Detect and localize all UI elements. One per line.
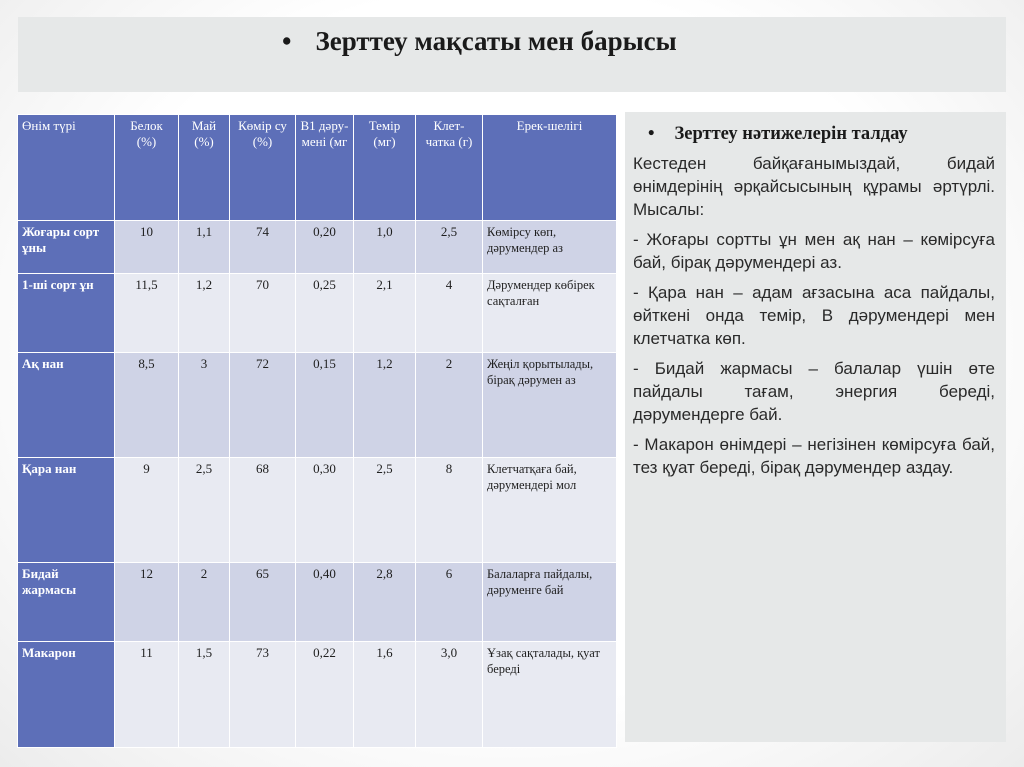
panel-paragraph: - Макарон өнімдері – негізінен көмірсуға бай, тез қуат береді, бірақ дәрумендер аздау.: [633, 435, 995, 477]
cell-iron: 2,5: [354, 458, 416, 563]
cell-b1: 0,20: [296, 221, 354, 274]
panel-heading: [648, 124, 998, 145]
cell-feature: Балаларға пайдалы, дәруменге бай: [483, 563, 617, 642]
header-protein: Белок (%): [115, 115, 179, 221]
table-row: [18, 274, 617, 353]
row-product-name: Макарон: [18, 642, 115, 748]
table-row: [18, 353, 617, 458]
row-product-name: 1-ші сорт ұн: [18, 274, 115, 353]
cell-feature: Жеңіл қорытылады, бірақ дәрумен аз: [483, 353, 617, 458]
cell-fat: 1,2: [179, 274, 230, 353]
cell-carbs: 73: [230, 642, 296, 748]
header-iron: Темір (мг): [354, 115, 416, 221]
cell-iron: 1,6: [354, 642, 416, 748]
cell-feature: Көмірсу көп, дәрумендер аз: [483, 221, 617, 274]
cell-fiber: 6: [416, 563, 483, 642]
panel-paragraph: Кестеден байқағанымыздай, бидай өнімдерінің әрқайсысының құрамы әртүрлі. Мысалы:: [633, 154, 995, 219]
row-product-name: Бидай жармасы: [18, 563, 115, 642]
cell-b1: 0,25: [296, 274, 354, 353]
table-row: [18, 563, 617, 642]
cell-protein: 9: [115, 458, 179, 563]
cell-b1: 0,22: [296, 642, 354, 748]
cell-protein: 11: [115, 642, 179, 748]
header-b1-vitamin: В1 дәру-мені (мг: [296, 115, 354, 221]
panel-heading-text: Зерттеу нәтижелерін талдау: [674, 124, 908, 144]
cell-fat: 3: [179, 353, 230, 458]
cell-fiber: 2,5: [416, 221, 483, 274]
cell-iron: 1,2: [354, 353, 416, 458]
cell-carbs: 65: [230, 563, 296, 642]
cell-carbs: 70: [230, 274, 296, 353]
table-row: [18, 221, 617, 274]
row-product-name: Ақ нан: [18, 353, 115, 458]
cell-feature: Клетчатқаға бай, дәрумендері мол: [483, 458, 617, 563]
cell-fat: 1,5: [179, 642, 230, 748]
cell-protein: 8,5: [115, 353, 179, 458]
cell-b1: 0,40: [296, 563, 354, 642]
title-bullet: •: [282, 26, 292, 56]
cell-fiber: 8: [416, 458, 483, 563]
row-product-name: Қара нан: [18, 458, 115, 563]
slide-title-text: Зерттеу мақсаты мен барысы: [315, 26, 677, 56]
header-carbs: Көмір су (%): [230, 115, 296, 221]
cell-carbs: 74: [230, 221, 296, 274]
cell-fat: 2: [179, 563, 230, 642]
cell-fat: 1,1: [179, 221, 230, 274]
cell-feature: Дәрумендер көбірек сақталған: [483, 274, 617, 353]
slide-title: [282, 26, 677, 57]
cell-b1: 0,30: [296, 458, 354, 563]
cell-fiber: 4: [416, 274, 483, 353]
header-fat: Май (%): [179, 115, 230, 221]
cell-feature: Ұзақ сақталады, қуат береді: [483, 642, 617, 748]
panel-paragraph: - Қара нан – адам ағзасына аса пайдалы, өйткені онда темір, В дәрумендері мен клетчатка көп.: [633, 283, 995, 348]
header-feature: Ерек-шелігі: [483, 115, 617, 221]
panel-paragraph: - Бидай жармасы – балалар үшін өте пайдалы тағам, энергия береді, дәрумендерге бай.: [633, 359, 995, 424]
table-row: [18, 458, 617, 563]
panel-paragraph: - Жоғары сортты ұн мен ақ нан – көмірсуға бай, бірақ дәрумендері аз.: [633, 230, 995, 272]
header-fiber: Клет-чатка (г): [416, 115, 483, 221]
cell-iron: 2,8: [354, 563, 416, 642]
cell-b1: 0,15: [296, 353, 354, 458]
header-product-type: Өнім түрі: [18, 115, 115, 221]
row-product-name: Жоғары сорт ұны: [18, 221, 115, 274]
cell-fat: 2,5: [179, 458, 230, 563]
nutrition-table: [17, 114, 617, 748]
cell-protein: 12: [115, 563, 179, 642]
table-row: [18, 642, 617, 748]
cell-iron: 1,0: [354, 221, 416, 274]
panel-body: [633, 152, 995, 486]
cell-protein: 11,5: [115, 274, 179, 353]
cell-carbs: 68: [230, 458, 296, 563]
cell-carbs: 72: [230, 353, 296, 458]
cell-iron: 2,1: [354, 274, 416, 353]
table-header-row: [18, 115, 617, 221]
cell-fiber: 3,0: [416, 642, 483, 748]
cell-protein: 10: [115, 221, 179, 274]
panel-heading-bullet: •: [648, 124, 655, 144]
cell-fiber: 2: [416, 353, 483, 458]
